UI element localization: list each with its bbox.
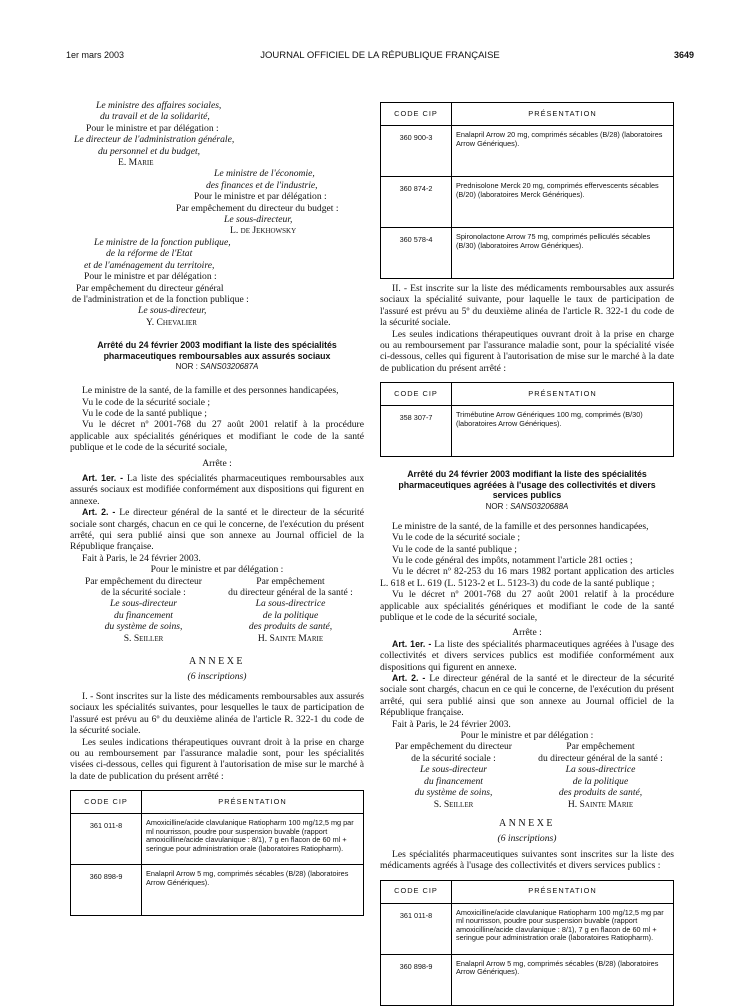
nor-reference: NOR : SANS0320688A (485, 501, 569, 511)
preamble-line: Vu le décret nº 2001-768 du 27 août 2001 relatif à la procédure applicable aux spécialités génériques et modifiant le code de la santé publique et le code de la sécurité sociale, (380, 589, 674, 623)
col-presentation: PRÉSENTATION (452, 103, 674, 126)
signature-line: et de l'aménagement du territoire, (84, 259, 215, 271)
cip-code-cell: 360 874-2 (381, 177, 452, 228)
signature-line: de la sécurité sociale : (411, 752, 496, 764)
medicine-table-left (70, 790, 364, 916)
col-code-cip: CODE CIP (381, 880, 452, 903)
paragraph-seules-indications: Les seules indications thérapeutiques ouvrant droit à la prise en charge ou au remboursement par l'assurance maladie sont, pour les spécialités visées ci-dessous, celles qui figurent à l'autorisation de mise sur le marché à la date de publication du présent arrêté : (70, 736, 364, 782)
signature-line: des finances et de l'industrie, (206, 179, 318, 191)
presentation-cell: Amoxicilline/acide clavulanique Ratiopharm 100 mg/12,5 mg par ml nourrisson, poudre pour suspension buvable (rapport amoxicilline/acide clavulanique : 8/1), 7 g en flacon de 60 ml + seringue pour administration orale (laboratoires Ratiopharm). (452, 903, 674, 954)
pour-le-ministre: Pour le ministre et par délégation : (150, 564, 284, 576)
presentation-cell: Enalapril Arrow 5 mg, comprimés sécables (B/28) (laboratoires Arrow Génériques). (142, 865, 364, 916)
signature-line: Y. Chevalier (146, 316, 197, 328)
signature-line: H. Sainte Marie (257, 632, 324, 644)
signature-line: Par empêchement (566, 741, 635, 753)
presentation-cell: Spironolactone Arrow 75 mg, comprimés pelliculés sécables (B/30) (laboratoires Arrow Génériques). (452, 228, 674, 279)
signature-line: Le ministre des affaires sociales, (96, 100, 222, 111)
header-page-number: 3649 (673, 50, 694, 60)
signature-line: L. de Jekhowsky (230, 225, 297, 237)
article-2: Art. 2. - Le directeur général de la santé et le directeur de la sécurité sociale sont chargés, chacun en ce qui le concerne, de l'exécution du présent arrêté, qui sera publié ainsi que son annexe au Journal officiel de la République française. (70, 507, 364, 553)
article-1: Art. 1er. - La liste des spécialités pharmaceutiques agréées à l'usage des collectivités et divers services publics est modifiée conformément aux dispositions qui figurent en annexe. (380, 638, 674, 673)
table-row (381, 177, 674, 228)
paragraph-I: I. - Sont inscrites sur la liste des médicaments remboursables aux assurés sociaux les spécialités suivantes, pour lesquelles le taux de participation de l'assuré est prévu au 6º du deuxième alinéa de l'article R. 322-1 du code de la sécurité sociale. (70, 690, 364, 737)
page-header (66, 50, 694, 64)
signature-line: Par empêchement du directeur (395, 741, 512, 753)
signature-line: du travail et de la solidarité, (100, 111, 210, 123)
col-code-cip: CODE CIP (381, 383, 452, 406)
presentation-cell: Amoxicilline/acide clavulanique Ratiopharm 100 mg/12,5 mg par ml nourrisson, poudre pour suspension buvable (rapport amoxicilline/acide clavulanique : 8/1), 7 g en flacon de 60 ml + seringue pour administration orale (laboratoires Ratiopharm). (142, 814, 364, 865)
preamble-line: Le ministre de la santé, de la famille et des personnes handicapées, (392, 520, 649, 532)
fait-a-paris: Fait à Paris, le 24 février 2003. (82, 552, 201, 564)
signature-line: H. Sainte Marie (567, 798, 634, 810)
table-row (381, 228, 674, 279)
signatures (70, 576, 364, 644)
signature-line: du directeur général de la santé : (538, 752, 663, 764)
signature-line: La sous-directrice (255, 598, 326, 610)
signature-right (527, 741, 674, 809)
paragraph-seules-indications: Les seules indications thérapeutiques ouvrant droit à la prise en charge ou au remboursement par l'assurance maladie sont, pour la spécialité visée ci-dessous, celles qui figurent à l'autorisation de mise sur le marché à la date de publication du présent arrêté : (380, 328, 674, 374)
signature-line: Le directeur de l'administration générale, (74, 134, 235, 146)
table-row (381, 903, 674, 954)
signature-line: de l'administration et de la fonction publique : (72, 293, 249, 305)
pour-le-ministre: Pour le ministre et par délégation : (460, 730, 594, 742)
preamble-line: Vu le décret nº 2001-768 du 27 août 2001 relatif à la procédure applicable aux spécialités génériques et modifiant le code de la santé publique et le code de la sécurité sociale, (70, 419, 364, 454)
preamble-line: Vu le décret nº 82-253 du 16 mars 1982 portant application des articles L. 618 et L. 619 (L. 5123-2 et L. 5123-3) du code de la santé publique ; (380, 566, 674, 589)
signature-line: E. Marie (118, 157, 154, 169)
right-column (380, 102, 674, 1006)
preamble-line: Vu le code de la santé publique ; (82, 407, 207, 419)
signature-line: Par empêchement du directeur général (76, 282, 224, 294)
medicine-table-right-1 (380, 102, 674, 279)
signature-line: de la réforme de l'Etat (106, 248, 193, 260)
signature-line: du financement (424, 775, 483, 787)
nor-reference: NOR : SANS0320687A (175, 362, 259, 372)
cip-code-cell: 360 900-3 (381, 126, 452, 177)
signature-line: Par empêchement du directeur du budget : (176, 202, 339, 214)
ministers-signature-block (70, 100, 364, 328)
signature-line: du système de soins, (414, 787, 493, 799)
cip-code-cell: 360 578-4 (381, 228, 452, 279)
signature-line: du directeur général de la santé : (228, 587, 353, 599)
signature-line: Pour le ministre et par délégation : (194, 191, 327, 203)
signature-line: de la politique (262, 609, 319, 621)
signature-line: S. Seiller (433, 798, 474, 810)
cip-code-cell: 361 011-8 (71, 814, 142, 865)
col-code-cip: CODE CIP (381, 103, 452, 126)
cip-code-cell: 360 898-9 (71, 865, 142, 916)
left-column (70, 100, 364, 916)
arrete-title: Arrêté du 24 février 2003 modifiant la liste des spécialités pharmaceutiques remboursables aux assurés sociaux (97, 340, 337, 361)
table-row (71, 865, 364, 916)
preamble (70, 385, 364, 453)
signature-line: Le sous-directeur, (138, 305, 207, 317)
annexe-heading: ANNEXE (188, 656, 246, 668)
signature-right (217, 576, 364, 644)
arrete-title: Arrêté du 24 février 2003 modifiant la liste des spécialités pharmaceutiques agréées à l'usage des collectivités et divers services publics (398, 469, 656, 501)
presentation-cell: Prednisolone Merck 20 mg, comprimés effervescents sécables (B/20) (laboratoires Merck Génériques). (452, 177, 674, 228)
table-row (381, 126, 674, 177)
signature-line: du financement (114, 609, 173, 621)
col-code-cip: CODE CIP (71, 791, 142, 814)
preamble-line: Vu le code général des impôts, notamment l'article 281 octies ; (392, 554, 633, 566)
preamble-line: Vu le code de la santé publique ; (392, 543, 517, 555)
col-presentation: PRÉSENTATION (142, 791, 364, 814)
header-journal-title: JOURNAL OFFICIEL DE LA RÉPUBLIQUE FRANÇAISE (260, 50, 500, 61)
signature-line: Le ministre de l'économie, (214, 168, 315, 180)
signature-line: Le sous-directeur, (224, 214, 293, 226)
signature-line: du personnel et du budget, (98, 145, 201, 157)
cip-code-cell: 361 011-8 (381, 903, 452, 954)
col-presentation: PRÉSENTATION (452, 383, 674, 406)
paragraph-intro: Les spécialités pharmaceutiques suivantes sont inscrites sur la liste des médicaments agréés à l'usage des collectivités et divers services publics : (380, 848, 674, 872)
presentation-cell: Enalapril Arrow 5 mg, comprimés sécables (B/28) (laboratoires Arrow Génériques). (452, 954, 674, 1005)
inscriptions-count: (6 inscriptions) (187, 671, 247, 683)
signature-line: des produits de santé, (248, 621, 333, 633)
table-row (381, 954, 674, 1005)
signature-line: Par empêchement (256, 575, 325, 587)
signature-line: du système de soins, (104, 621, 183, 633)
signatures (380, 741, 674, 809)
signature-left (70, 576, 217, 644)
presentation-cell: Trimébutine Arrow Génériques 100 mg, comprimés (B/30) (laboratoires Arrow Génériques). (452, 406, 674, 457)
signature-line: des produits de santé, (558, 787, 643, 799)
signature-line: de la politique (572, 775, 629, 787)
signature-line: Pour le ministre et par délégation : (84, 271, 217, 283)
arrete-word: Arrête : (512, 627, 542, 639)
arrete-word: Arrête : (202, 457, 232, 469)
paragraph-II: II. - Est inscrite sur la liste des médicaments remboursables aux assurés sociaux la spécialité suivante, pour laquelle le taux de participation de l'assuré est prévu au 5º du deuxième alinéa de l'article R. 322-1 du code de la sécurité sociale. (380, 283, 674, 329)
fait-a-paris: Fait à Paris, le 24 février 2003. (392, 718, 511, 730)
signature-line: S. Seiller (123, 632, 164, 644)
signature-line: La sous-directrice (565, 764, 636, 776)
signature-line: Le ministre de la fonction publique, (94, 236, 231, 248)
preamble-line: Le ministre de la santé, de la famille et des personnes handicapées, (82, 385, 339, 397)
preamble (380, 521, 674, 624)
cip-code-cell: 360 898-9 (381, 954, 452, 1005)
medicine-table-right-2 (380, 382, 674, 457)
medicine-table-right-3 (380, 880, 674, 1006)
col-presentation: PRÉSENTATION (452, 880, 674, 903)
presentation-cell: Enalapril Arrow 20 mg, comprimés sécables (B/28) (laboratoires Arrow Génériques). (452, 126, 674, 177)
preamble-line: Vu le code de la sécurité sociale ; (82, 396, 211, 408)
cip-code-cell: 358 307-7 (381, 406, 452, 457)
article-2: Art. 2. - Le directeur général de la santé et le directeur de la sécurité sociale sont chargés, chacun en ce qui le concerne, de l'exécution du présent arrêté, qui sera publié ainsi que son annexe au Journal officiel de la République française. (380, 673, 674, 719)
inscriptions-count: (6 inscriptions) (497, 833, 557, 845)
signature-left (380, 741, 527, 809)
signature-line: Le sous-directeur (419, 764, 488, 776)
table-row (381, 406, 674, 457)
article-1: Art. 1er. - La liste des spécialités pharmaceutiques remboursables aux assurés sociaux est modifiée conformément aux dispositions qui figurent en annexe. (70, 472, 364, 507)
signature-line: de la sécurité sociale : (101, 587, 186, 599)
annexe-heading: ANNEXE (498, 817, 556, 829)
signature-line: Pour le ministre et par délégation : (86, 122, 219, 134)
header-date: 1er mars 2003 (66, 50, 125, 60)
signature-line: Par empêchement du directeur (85, 575, 202, 587)
table-row (71, 814, 364, 865)
preamble-line: Vu le code de la sécurité sociale ; (392, 532, 521, 544)
signature-line: Le sous-directeur (109, 598, 178, 610)
